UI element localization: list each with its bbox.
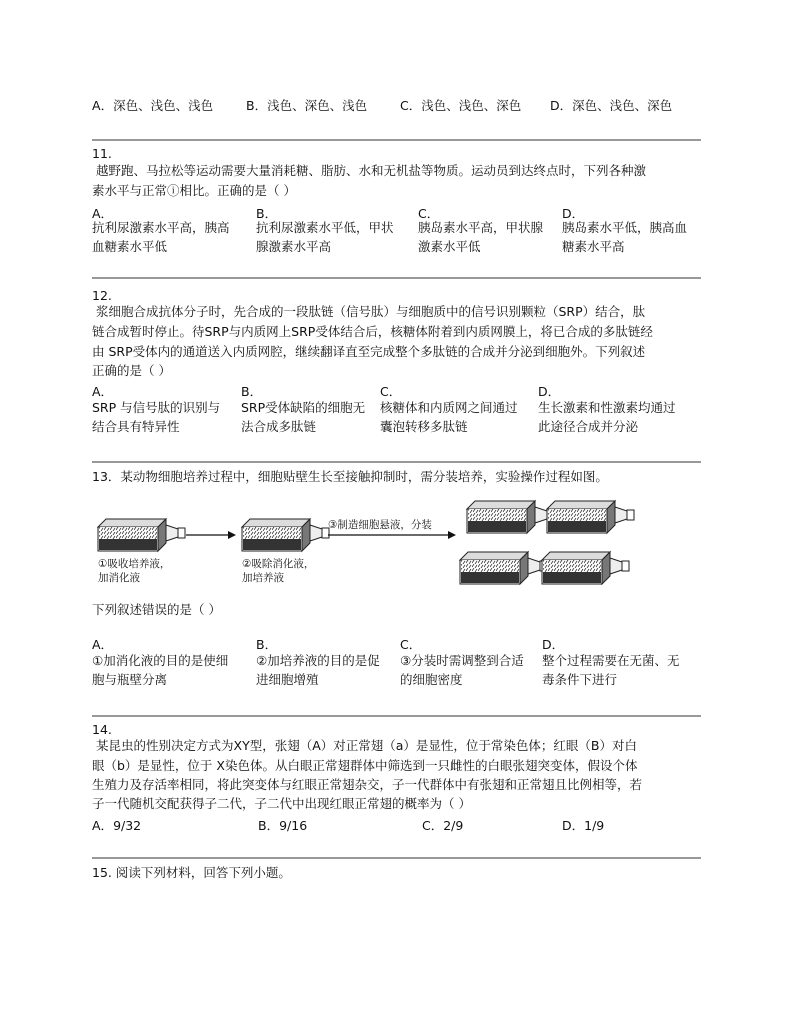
q12-option-b-text[interactable]: SRP受体缺陷的细胞无 法合成多肽链 xyxy=(241,400,366,434)
q10-option-c[interactable]: C．浅色、浅色、深色 xyxy=(400,98,522,113)
q13-fig-label-3: ③制造细胞悬液，分装 xyxy=(328,519,432,531)
q14-stem-line: 眼（b）是显性，位于 X染色体。从白眼正常翅群体中筛选到一只雌性的白眼张翅突变体，假设个体 xyxy=(92,758,638,773)
q13-option-a-letter[interactable]: A． xyxy=(92,637,114,652)
q13-sub-stem: 下列叙述错误的是（ ） xyxy=(92,602,221,617)
q12-number: 12. xyxy=(92,288,112,303)
q14-stem-line: 生殖力及存活率相同，将此突变体与红眼正常翅杂交，子一代群体中有张翅和正常翅且比例相等，若 xyxy=(92,777,643,792)
q12-option-a-letter[interactable]: A． xyxy=(92,384,114,399)
q12-stem-line: 链合成暂时停止。待SRP与内质网上SRP受体结合后，核糖体附着到内质网膜上，将已合成的多肽链经 xyxy=(92,324,653,339)
q12-option-d-text[interactable]: 生长激素和性激素均通过 此途径合成并分泌 xyxy=(538,400,676,434)
q13-option-c-text[interactable]: ③分装时需调整到合适 的细胞密度 xyxy=(400,653,524,687)
q11-number: 11. xyxy=(92,146,112,161)
q12-option-b-letter[interactable]: B． xyxy=(241,384,263,399)
q13-option-d-letter[interactable]: D． xyxy=(542,637,565,652)
flask-icon xyxy=(542,552,629,584)
flask-icon xyxy=(98,519,185,551)
q13-fig-label-2: ②吸除消化液， 加培养液 xyxy=(242,558,315,584)
q14-option-b[interactable]: B．9/16 xyxy=(258,818,308,833)
q11-option-d-text[interactable]: 胰岛素水平低，胰高血 糖素水平高 xyxy=(562,220,688,254)
q14-stem-line: 子一代随机交配获得子二代，子二代中出现红眼正常翅的概率为（ ） xyxy=(92,796,471,811)
divider xyxy=(92,715,701,717)
divider xyxy=(92,461,701,463)
divider xyxy=(92,857,701,859)
q11-option-b-letter[interactable]: B． xyxy=(256,206,278,221)
flask-icon xyxy=(547,501,634,533)
q10-option-b[interactable]: B．浅色、深色、浅色 xyxy=(246,98,368,113)
q14-number: 14. xyxy=(92,722,112,737)
arrow-icon xyxy=(186,531,236,539)
q12-stem-line: 浆细胞合成抗体分子时，先合成的一段肽链（信号肽）与细胞质中的信号识别颗粒（SRP）结合，肽 xyxy=(96,304,646,319)
divider xyxy=(92,277,701,279)
q15-stem: 15. 阅读下列材料，回答下列小题。 xyxy=(92,865,291,880)
q12-option-a-text[interactable]: SRP 与信号肽的识别与 结合具有特异性 xyxy=(92,400,221,434)
q11-option-d-letter[interactable]: D． xyxy=(562,206,585,221)
q13-option-b-letter[interactable]: B． xyxy=(256,637,278,652)
q10-option-a[interactable]: A．深色、浅色、浅色 xyxy=(92,98,214,113)
q12-stem-line: 由 SRP受体内的通道送入内质网腔，继续翻译直至完成整个多肽链的合成并分泌到细胞外。下列叙述 xyxy=(92,344,646,359)
q11-option-a-text[interactable]: 抗利尿激素水平高，胰高 血糖素水平低 xyxy=(92,220,230,254)
q11-option-c-text[interactable]: 胰岛素水平高，甲状腺 激素水平低 xyxy=(418,220,544,254)
q10-option-d[interactable]: D．深色、浅色、深色 xyxy=(550,98,673,113)
q14-option-c[interactable]: C．2/9 xyxy=(422,818,464,833)
q14-option-a[interactable]: A．9/32 xyxy=(92,818,142,833)
divider xyxy=(92,139,701,141)
flask-icon xyxy=(460,552,547,584)
q13-stem: 13．某动物细胞培养过程中，细胞贴壁生长至接触抑制时，需分装培养，实验操作过程如图。 xyxy=(92,469,608,484)
q13-option-a-text[interactable]: ①加消化液的目的是使细 胞与瓶壁分离 xyxy=(92,653,229,687)
q14-option-d[interactable]: D．1/9 xyxy=(562,818,605,833)
q11-option-b-text[interactable]: 抗利尿激素水平低，甲状 腺激素水平高 xyxy=(256,220,394,254)
q12-option-c-text[interactable]: 核糖体和内质网之间通过 囊泡转移多肽链 xyxy=(380,400,518,434)
q11-option-c-letter[interactable]: C． xyxy=(418,206,440,221)
q13-option-d-text[interactable]: 整个过程需要在无菌、无 毒条件下进行 xyxy=(542,653,680,687)
q11-stem-line: 越野跑、马拉松等运动需要大量消耗糖、脂肪、水和无机盐等物质。运动员到达终点时，下列各种激 xyxy=(96,163,647,178)
q12-option-d-letter[interactable]: D． xyxy=(538,384,561,399)
q11-option-a-letter[interactable]: A． xyxy=(92,206,114,221)
q11-stem-line: 素水平与正常ⓘ相比。正确的是（ ） xyxy=(92,183,296,198)
arrow-icon xyxy=(328,531,456,539)
flask-icon xyxy=(242,519,329,551)
q13-figure xyxy=(92,495,652,595)
q13-option-c-letter[interactable]: C． xyxy=(400,637,422,652)
q14-stem-line: 某昆虫的性别决定方式为XY型，张翅（A）对正常翅（a）是显性，位于常染色体；红眼（B）对白 xyxy=(96,738,637,753)
q12-stem-line: 正确的是（ ） xyxy=(92,363,171,378)
cell-culture-diagram xyxy=(92,495,652,595)
q12-option-c-letter[interactable]: C． xyxy=(380,384,402,399)
q13-option-b-text[interactable]: ②加培养液的目的是促 进细胞增殖 xyxy=(256,653,380,687)
q13-fig-label-1: ①吸收培养液， 加消化液 xyxy=(98,558,171,584)
flask-icon xyxy=(467,501,554,533)
